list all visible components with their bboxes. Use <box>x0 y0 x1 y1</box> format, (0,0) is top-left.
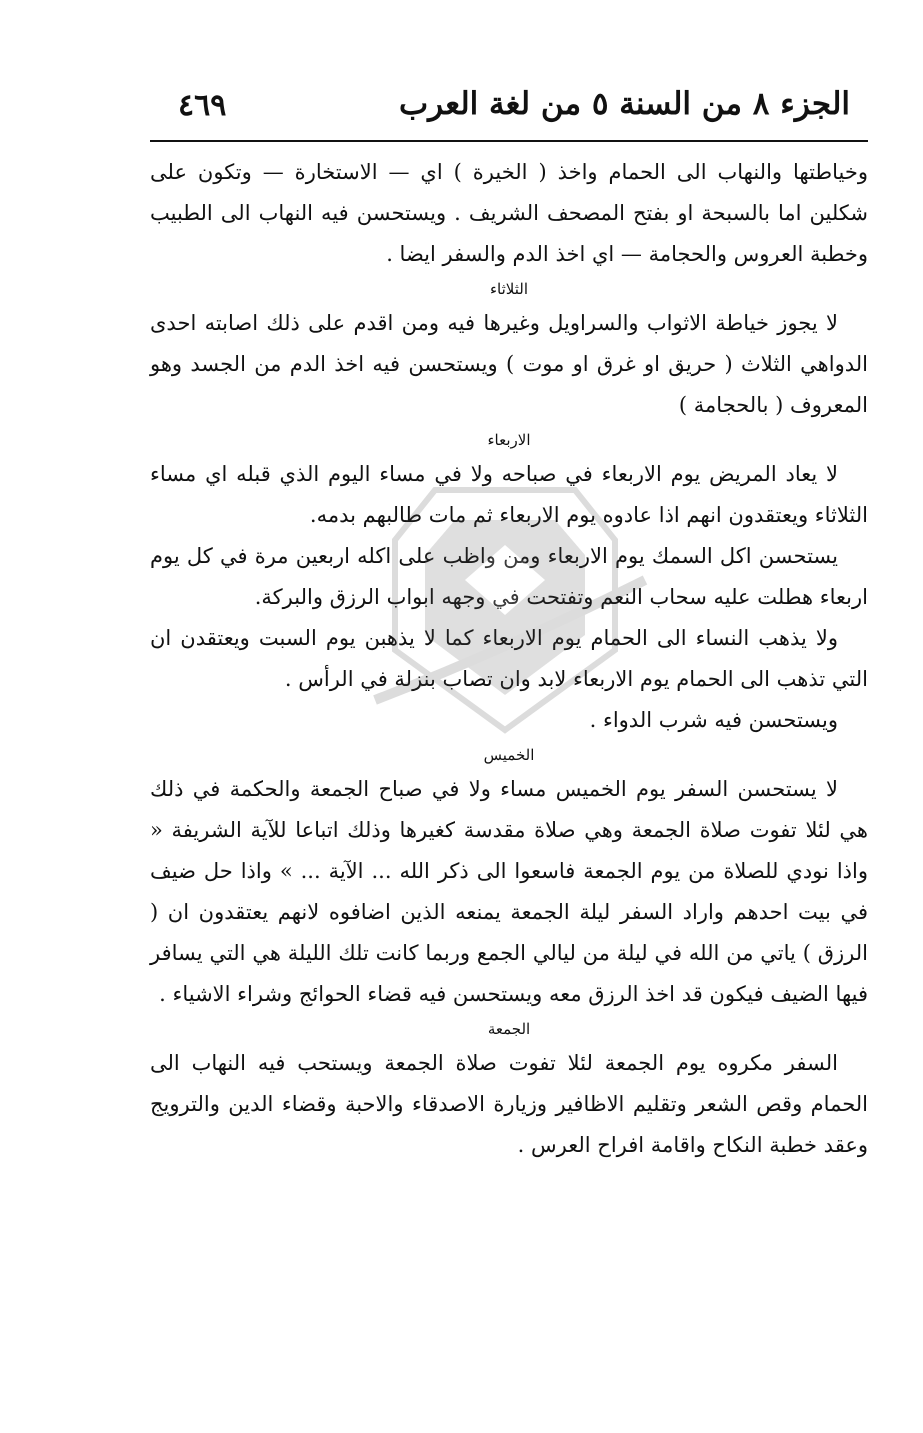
header-rule <box>150 140 868 142</box>
paragraph: ولا يذهب النساء الى الحمام يوم الاربعاء كما لا يذهبن يوم السبت ويعتقدن ان التي تذهب الى الحمام يوم الاربعاء لابد وان تصاب بنزلة في الرأس . <box>150 626 868 691</box>
section-heading-friday: الجمعة <box>487 1020 531 1038</box>
paragraph: لا يجوز خياطة الاثواب والسراويل وغيرها فيه ومن اقدم على ذلك اصابته احدى الدواهي الثلاث ( حريق او غرق او موت ) ويستحسن فيه اخذ الدم من الجسد وهو المعروف ( بالحجامة ) <box>150 311 868 417</box>
page-number: ٤٦٩ <box>178 88 227 123</box>
section-heading-wednesday: الاربعاء <box>487 431 531 449</box>
paragraph: ويستحسن فيه شرب الدواء . <box>589 708 838 732</box>
section-heading-thursday: الخميس <box>483 746 535 764</box>
paragraph: السفر مكروه يوم الجمعة لئلا تفوت صلاة الجمعة ويستحب فيه النهاب الى الحمام وقص الشعر وتقليم الاظافير وزيارة الاصدقاء والاحبة وقضاء الدين والترويج وعقد خطبة النكاح واقامة افراح العرس . <box>150 1051 868 1157</box>
section-heading-tuesday: الثلاثاء <box>489 280 528 298</box>
running-header <box>150 86 850 136</box>
paragraph: يستحسن اكل السمك يوم الاربعاء ومن واظب على اكله اربعين مرة في كل يوم اربعاء هطلت عليه سحاب النعم وتفتحت في وجهه ابواب الرزق والبركة. <box>150 544 868 609</box>
paragraph: لا يستحسن السفر يوم الخميس مساء ولا في صباح الجمعة والحكمة في ذلك هي لئلا تفوت صلاة الجمعة وهي صلاة مقدسة كغيرها وذلك اتباعا للآية الشريفة « واذا نودي للصلاة من يوم الجمعة فاسعوا الى ذكر الله ... الآية ... » واذا حل ضيف في بيت احدهم واراد السفر ليلة الجمعة يمنعه الذين اضافوه لانهم يعتقدون ان ( الرزق ) ياتي من الله في ليلة من ليالي الجمع وربما كانت تلك الليلة هي التي يسافر فيها الضيف فيكون قد اخذ الرزق معه ويستحسن فيه قضاء الحوائج وشراء الاشياء . <box>150 777 868 1006</box>
paragraph: وخياطتها والنهاب الى الحمام واخذ ( الخيرة ) اي — الاستخارة — وتكون على شكلين اما بالسبحة او بفتح المصحف الشريف . ويستحسن فيه النهاب الى الطبيب وخطبة العروس والحجامة — اي اخذ الدم والسفر ايضا . <box>150 160 868 266</box>
header-title: الجزء ٨ من السنة ٥ من لغة العرب <box>398 86 850 122</box>
paragraph: لا يعاد المريض يوم الاربعاء في صباحه ولا في مساء اليوم الذي قبله اي مساء الثلاثاء ويعتقدون انهم اذا عادوه يوم الاربعاء ثم مات طالبهم بدمه. <box>150 462 868 527</box>
article-body <box>150 152 868 1166</box>
